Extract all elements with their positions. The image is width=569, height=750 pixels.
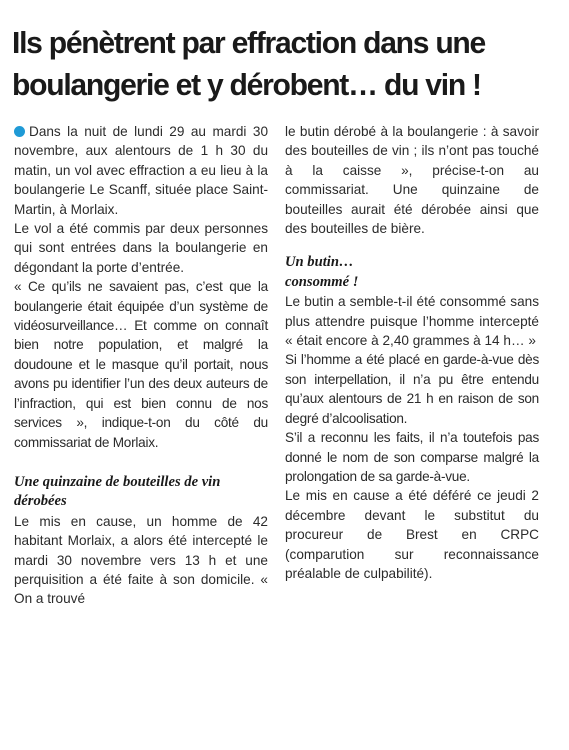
subheading-line-1: Un butin…	[285, 254, 354, 271]
intro-paragraph	[14, 122, 268, 219]
article-headline	[12, 22, 541, 106]
body-paragraph: Le butin a semble-t-il été consommé sans plus attendre puisque l’homme intercepté « était encore à 2,40 grammes à 14 h… »	[285, 294, 539, 349]
headline-line-1: Ils pénètrent par effraction dans une	[12, 25, 485, 60]
headline-line-2: boulangerie et y dérobent… du vin !	[12, 67, 481, 102]
body-paragraph: Le mis en cause, un homme de 42 habitant Morlaix, a alors été intercepté le mardi 30 novembre vers 13 h et une perquisition a été faite à son domicile. « On a trouvé	[14, 513, 268, 607]
bullet-dot-icon	[14, 126, 25, 137]
subheading-line-2: consommé !	[285, 273, 359, 290]
right-column	[285, 122, 539, 583]
body-paragraph: Le vol a été commis par deux personnes qui sont entrées dans la boulangerie en dégondant la porte d’entrée.	[14, 221, 268, 275]
subheading	[285, 253, 539, 292]
body-paragraph: le butin dérobé à la boulangerie : à savoir des bouteilles de vin ; ils n’ont pas touché à la caisse », précise-t-on au commissariat. Une quinzaine de bouteilles aurait été dérobée ainsi que des bouteilles de bière.	[285, 124, 539, 237]
intro-text: Dans la nuit de lundi 29 au mardi 30 novembre, aux alentours de 1 h 30 du matin, un vol avec effraction a eu lieu à la boulangerie Le Scanff, située place Saint-Martin, à Morlaix.	[14, 124, 268, 217]
body-paragraph: Le mis en cause a été déféré ce jeudi 2 décembre devant le substitut du procureur de Brest en CRPC (comparution sur reconnaissance préalable de culpabilité).	[285, 488, 539, 581]
left-column	[14, 122, 268, 609]
body-paragraph: S’il a reconnu les faits, il n’a toutefois pas donné le nom de son comparse malgré la prolongation de sa garde-à-vue.	[285, 430, 539, 484]
body-paragraph: « Ce qu’ils ne savaient pas, c’est que la boulangerie était équipée d’un système de vidéosurveillance… Et comme on connaît bien notre population, et malgré la doudoune et le masque qu’il portait, nous avons pu identifier l’un des deux auteurs de l’infraction, qui est bien connu de nos services », indique-t-on du côté du commissariat de Morlaix.	[14, 279, 268, 450]
subheading: Une quinzaine de bouteilles de vin dérobées	[14, 473, 221, 510]
body-paragraph: Si l’homme a été placé en garde-à-vue dès son interpellation, il n’a pu être entendu qu’aux alentours de 21 h en raison de son degré d’alcoolisation.	[285, 352, 539, 426]
